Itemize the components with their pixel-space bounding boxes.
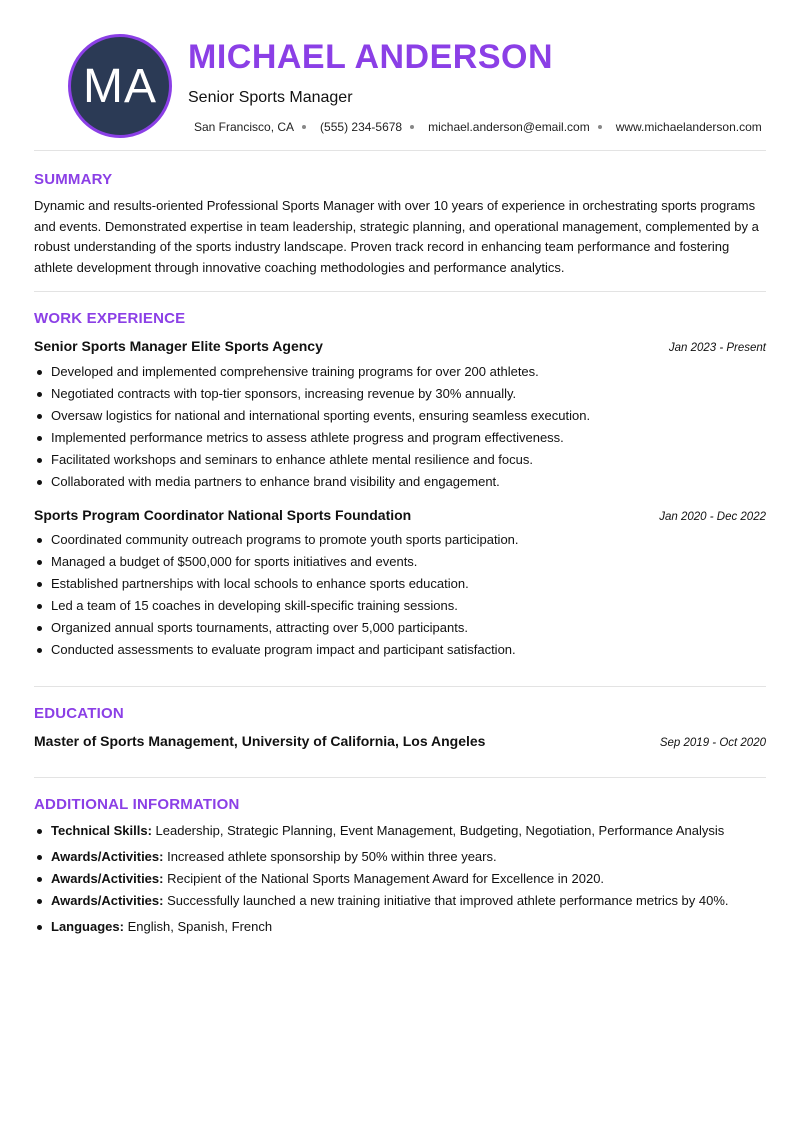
divider bbox=[34, 686, 766, 687]
list-item: Collaborated with media partners to enhance brand visibility and engagement. bbox=[34, 471, 766, 493]
item-text: English, Spanish, French bbox=[123, 919, 273, 934]
job-header bbox=[34, 338, 766, 354]
list-item bbox=[34, 890, 766, 912]
item-label: Awards/Activities: bbox=[51, 849, 164, 864]
section-title-experience: WORK EXPERIENCE bbox=[34, 310, 186, 327]
separator-dot bbox=[598, 125, 602, 129]
list-item bbox=[34, 916, 766, 938]
list-item: Negotiated contracts with top-tier sponsors, increasing revenue by 30% annually. bbox=[34, 383, 766, 405]
list-item bbox=[34, 820, 766, 842]
item-label: Awards/Activities: bbox=[51, 893, 164, 908]
education-date: Sep 2019 - Oct 2020 bbox=[659, 737, 766, 749]
avatar-initials: MA bbox=[83, 59, 157, 113]
list-item: Organized annual sports tournaments, attracting over 5,000 participants. bbox=[34, 617, 766, 639]
item-text: Recipient of the National Sports Management Award for Excellence in 2020. bbox=[163, 871, 605, 886]
list-item: Facilitated workshops and seminars to enhance athlete mental resilience and focus. bbox=[34, 449, 766, 471]
list-item bbox=[34, 868, 766, 890]
divider bbox=[34, 150, 766, 151]
list-item: Established partnerships with local schools to enhance sports education. bbox=[34, 573, 766, 595]
contact-phone: (555) 234-5678 bbox=[320, 120, 403, 134]
resume-header bbox=[34, 0, 766, 150]
avatar bbox=[68, 34, 172, 138]
contact-info bbox=[194, 120, 762, 134]
list-item: Developed and implemented comprehensive training programs for over 200 athletes. bbox=[34, 361, 766, 383]
job-date: Jan 2020 - Dec 2022 bbox=[659, 511, 766, 523]
section-title-education: EDUCATION bbox=[34, 705, 124, 722]
job-date: Jan 2023 - Present bbox=[668, 342, 766, 354]
section-title-summary: SUMMARY bbox=[34, 171, 113, 188]
divider bbox=[34, 291, 766, 292]
contact-email[interactable]: michael.anderson@email.com bbox=[428, 120, 590, 134]
separator-dot bbox=[410, 125, 414, 129]
item-label: Languages: bbox=[51, 919, 124, 934]
education-entry bbox=[34, 733, 766, 749]
separator-dot bbox=[302, 125, 306, 129]
contact-website[interactable]: www.michaelanderson.com bbox=[615, 120, 762, 134]
item-label: Awards/Activities: bbox=[51, 871, 164, 886]
item-text: Increased athlete sponsorship by 50% within three years. bbox=[163, 849, 497, 864]
divider bbox=[34, 777, 766, 778]
item-text: Leadership, Strategic Planning, Event Management, Budgeting, Negotiation, Performance Analysis bbox=[151, 823, 725, 838]
list-item bbox=[34, 846, 766, 868]
list-item: Managed a budget of $500,000 for sports initiatives and events. bbox=[34, 551, 766, 573]
job-title: Senior Sports Manager Elite Sports Agency bbox=[34, 338, 323, 354]
list-item: Conducted assessments to evaluate program impact and participant satisfaction. bbox=[34, 639, 766, 661]
item-label: Technical Skills: bbox=[51, 823, 152, 838]
job-title: Sports Program Coordinator National Sports Foundation bbox=[34, 507, 412, 523]
contact-location: San Francisco, CA bbox=[194, 120, 295, 134]
summary-text: Dynamic and results-oriented Professional Sports Manager with over 10 years of experience in orchestrating sports programs and events. Demonstrated expertise in team leadership, strategic planning, and operational management, complemented by a robust understanding of the sports industry landscape. Proven track record in enhancing team performance and fostering athlete development through innovative coaching methodologies and performance analytics. bbox=[34, 198, 759, 275]
job-bullets bbox=[34, 361, 766, 493]
item-text: Successfully launched a new training initiative that improved athlete performance metrics by 40%. bbox=[163, 893, 729, 908]
additional-list bbox=[34, 820, 766, 938]
list-item: Led a team of 15 coaches in developing skill-specific training sessions. bbox=[34, 595, 766, 617]
list-item: Coordinated community outreach programs to promote youth sports participation. bbox=[34, 529, 766, 551]
list-item: Implemented performance metrics to assess athlete progress and program effectiveness. bbox=[34, 427, 766, 449]
candidate-role: Senior Sports Manager bbox=[188, 89, 353, 106]
section-title-additional: ADDITIONAL INFORMATION bbox=[34, 796, 240, 813]
job-bullets bbox=[34, 529, 766, 661]
candidate-name: MICHAEL ANDERSON bbox=[188, 38, 554, 76]
list-item: Oversaw logistics for national and international sporting events, ensuring seamless execution. bbox=[34, 405, 766, 427]
job-header bbox=[34, 507, 766, 523]
education-degree: Master of Sports Management, University of California, Los Angeles bbox=[34, 733, 486, 749]
